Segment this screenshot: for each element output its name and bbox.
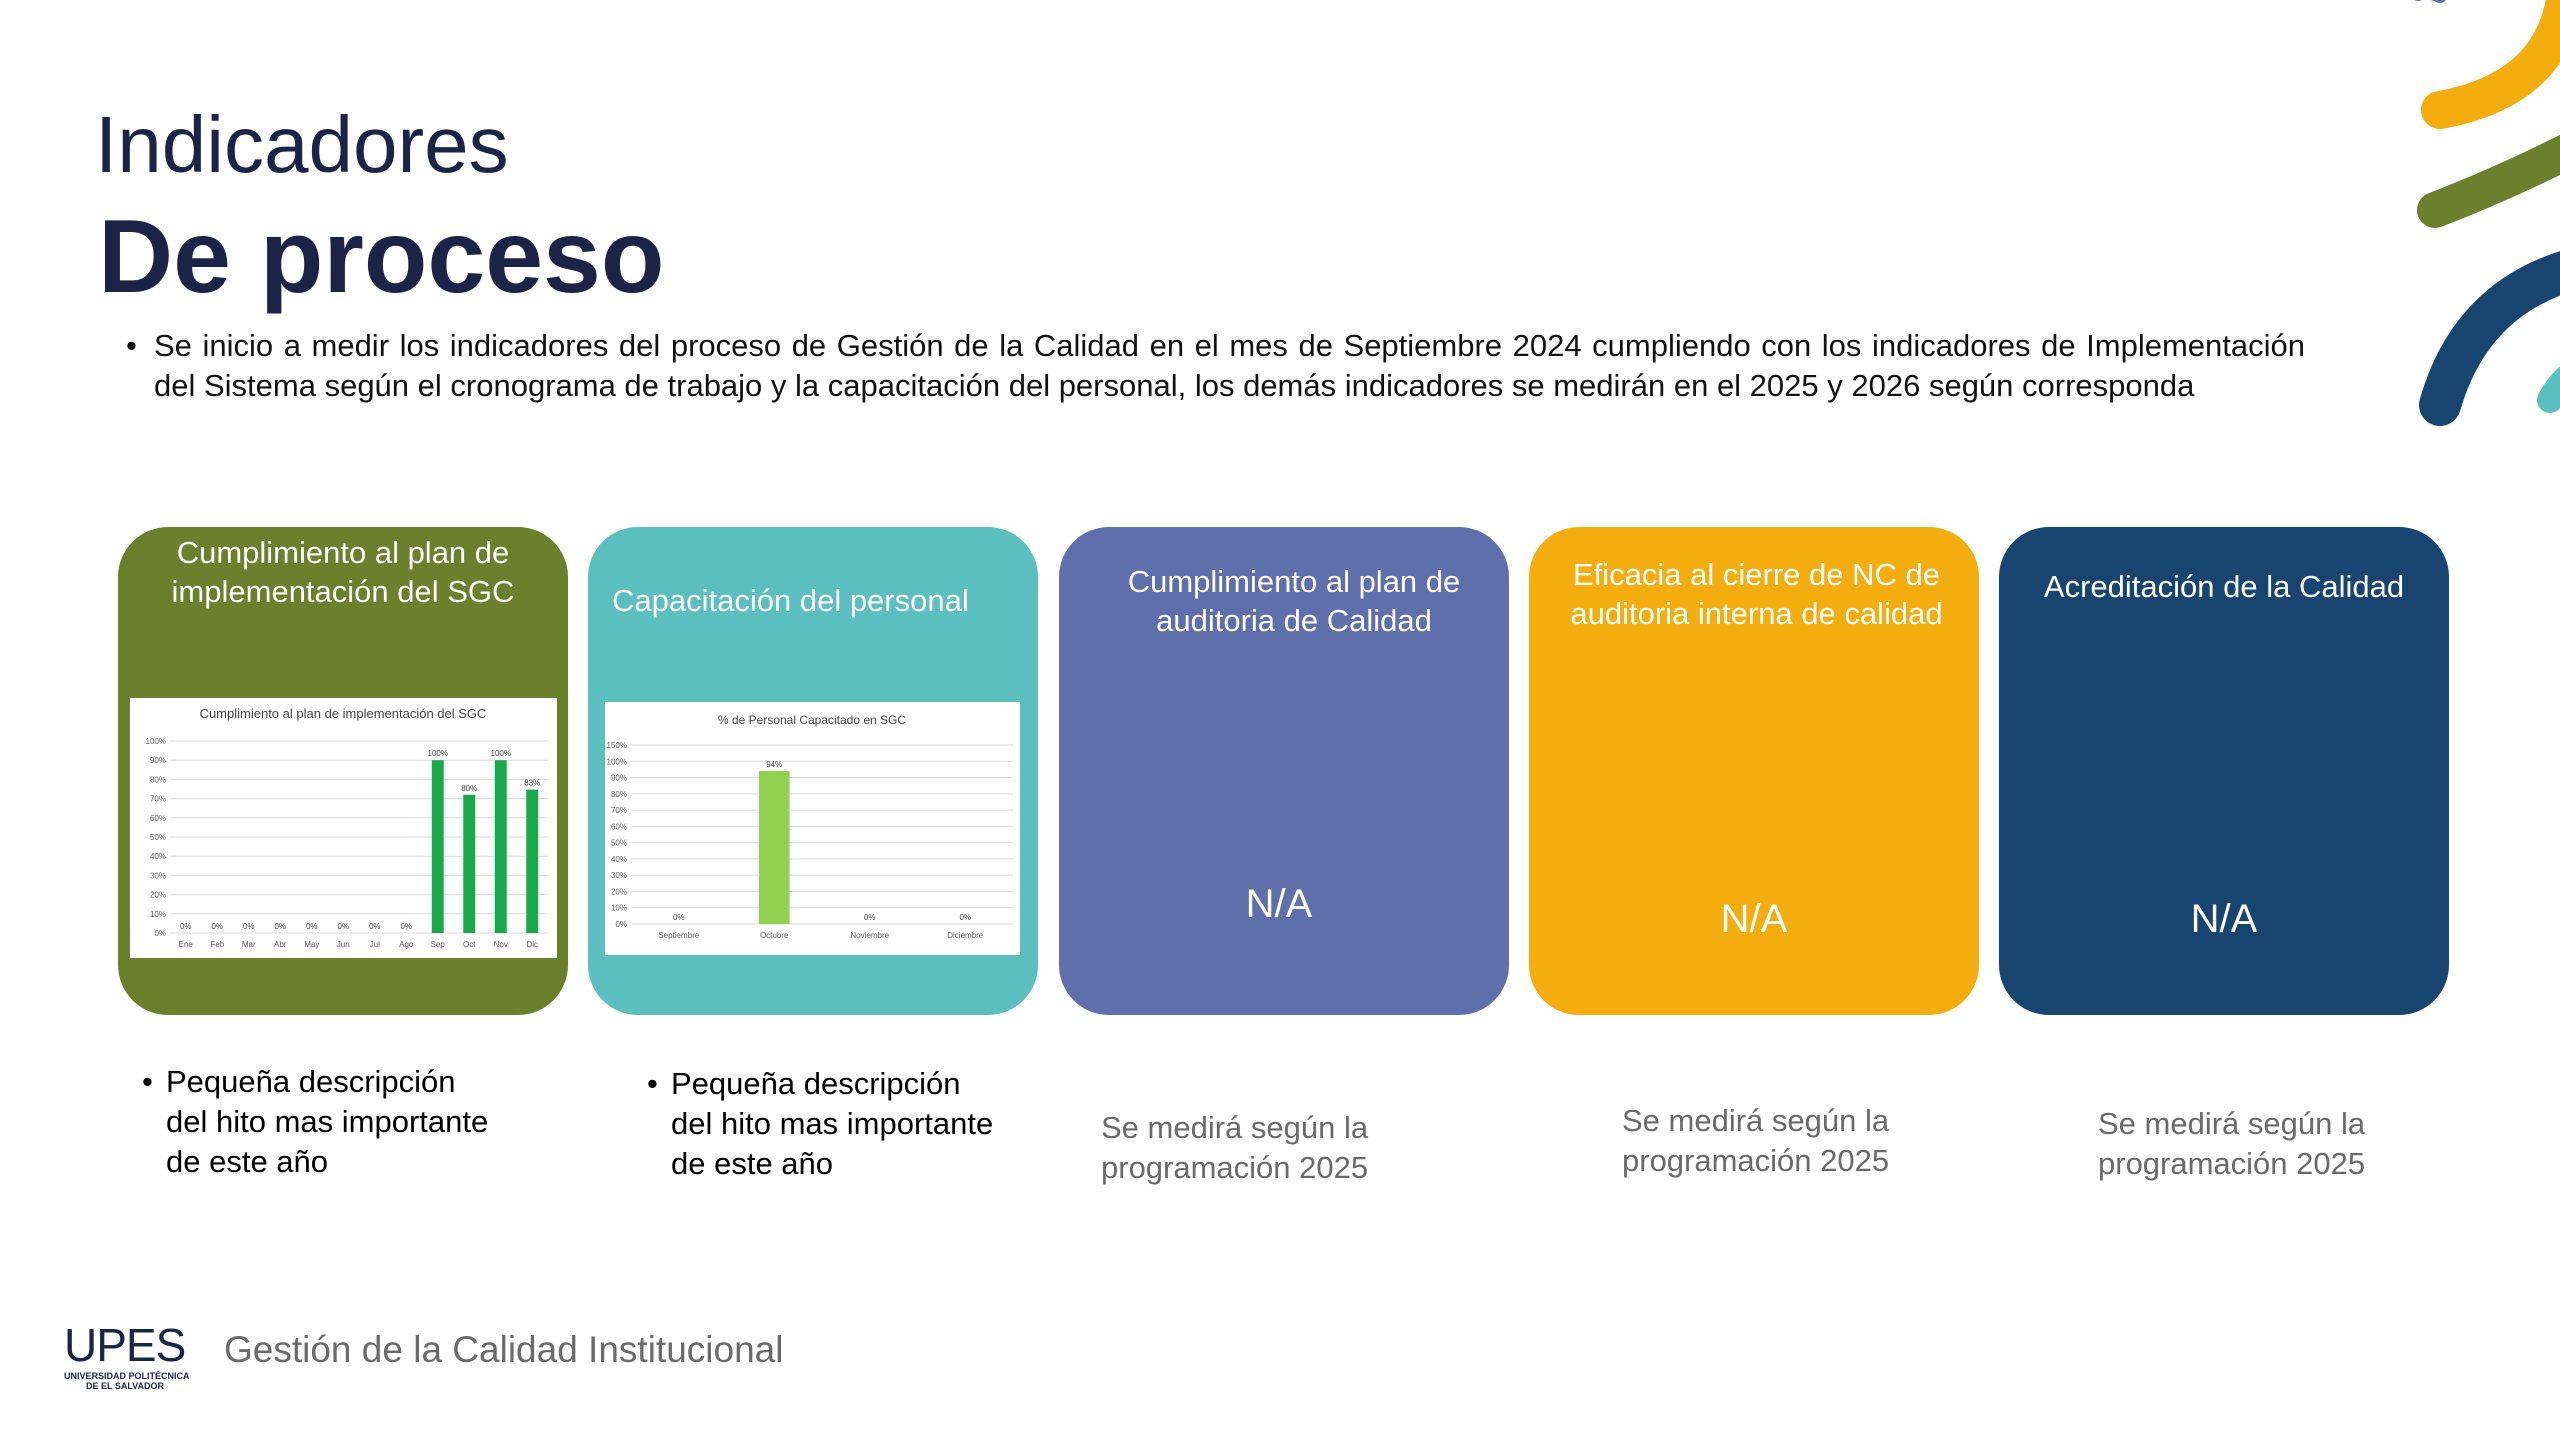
y-tick-label: 100% <box>145 737 166 746</box>
data-label: 100% <box>490 749 511 759</box>
card-eficacia-nc <box>1529 527 1979 1015</box>
y-tick-label: 50% <box>149 833 166 842</box>
y-tick-label: 10% <box>610 903 627 913</box>
y-tick-label: 0% <box>154 929 166 938</box>
y-tick-label: 50% <box>610 838 627 848</box>
y-tick-label: 20% <box>149 890 166 900</box>
na-value: N/A <box>2190 897 2258 941</box>
description-2 <box>647 1064 1001 1184</box>
chart-title: Cumplimiento al plan de implementación del SGC <box>199 706 487 721</box>
x-tick-label: Sep <box>430 940 445 949</box>
card-title: Acreditación de la Calidad <box>2043 569 2405 604</box>
card-title: Eficacia al cierre de NC de auditoria interna de calidad <box>1570 557 1943 631</box>
data-label: 0% <box>368 922 381 931</box>
y-tick-label: 70% <box>610 806 627 816</box>
y-tick-label: 10% <box>149 909 166 919</box>
x-tick-label: Abr <box>274 940 287 949</box>
chart-implementacion-svg <box>130 698 557 958</box>
bullet-icon: • <box>647 1066 658 1101</box>
chart-capacitacion-svg <box>605 702 1020 955</box>
data-label: 80% <box>461 783 478 793</box>
footer-text: Gestión de la Calidad Institucional <box>224 1329 784 1370</box>
x-tick-label: Nov <box>493 940 508 949</box>
na-value: N/A <box>1720 897 1788 941</box>
chart-implementacion <box>130 698 557 958</box>
y-tick-label: 100% <box>606 757 627 767</box>
title-line1: Indicadores <box>95 100 509 189</box>
bullet-icon: • <box>126 328 137 363</box>
x-tick-label: Noviembre <box>850 931 890 940</box>
card-title: Capacitación del personal <box>612 583 969 618</box>
card-capacitacion <box>588 527 1038 1015</box>
bar <box>432 760 444 933</box>
y-tick-label: 60% <box>149 813 166 823</box>
logo-subtitle-1: UNIVERSIDAD POLITÉCNICA <box>64 1371 190 1381</box>
y-tick-label: 90% <box>149 756 166 766</box>
y-tick-label: 20% <box>610 887 627 897</box>
x-tick-label: May <box>304 940 320 949</box>
decorative-swooshes <box>2380 0 2560 440</box>
bar <box>495 760 507 933</box>
intro-text: Se inicio a medir los indicadores del proceso de Gestión de la Calidad en el mes de Septiembre 2024 cumpliendo con los indicadores de Implementación del Sistema según el cronograma de trabajo y la capacitación del personal, los demás indicadores se medirán en el 2025 y 2026 según corresponda <box>154 328 2305 403</box>
description-3: Se medirá según la programación 2025 <box>1101 1110 1369 1185</box>
description-4: Se medirá según la programación 2025 <box>1622 1103 1890 1178</box>
y-tick-label: 0% <box>615 920 627 929</box>
data-label: 0% <box>400 922 413 931</box>
y-tick-label: 30% <box>149 871 166 881</box>
bullet-icon: • <box>142 1064 153 1099</box>
y-tick-label: 90% <box>610 773 627 783</box>
data-label: 0% <box>211 922 224 931</box>
data-label: 94% <box>766 760 783 770</box>
x-tick-label: Oct <box>463 940 476 949</box>
y-tick-label: 150% <box>606 741 627 750</box>
y-tick-label: 60% <box>610 822 627 832</box>
x-tick-label: Dic <box>526 940 539 949</box>
data-label: 0% <box>274 922 287 931</box>
na-value: N/A <box>1245 882 1313 926</box>
bar <box>759 771 790 924</box>
y-tick-label: 40% <box>149 852 166 862</box>
card-title: Cumplimiento al plan de implementación del SGC <box>171 535 515 609</box>
y-tick-label: 80% <box>610 789 627 799</box>
x-tick-label: Ene <box>178 940 193 949</box>
y-tick-label: 40% <box>610 854 627 864</box>
card-implementacion <box>118 527 568 1015</box>
title-line2: De proceso <box>98 199 665 315</box>
bar <box>526 790 538 933</box>
x-tick-label: Septiembre <box>658 931 700 940</box>
data-label: 0% <box>959 913 972 922</box>
data-label: 0% <box>337 922 350 931</box>
data-label: 0% <box>179 922 192 931</box>
logo-subtitle-2: DE EL SALVADOR <box>86 1380 165 1391</box>
x-tick-label: Feb <box>210 940 225 949</box>
data-label: 0% <box>672 913 685 922</box>
data-label: 100% <box>427 749 448 759</box>
chart-title: % de Personal Capacitado en SGC <box>717 713 907 727</box>
x-tick-label: Jul <box>369 940 380 949</box>
description-text: Pequeña descripción del hito mas importante de este año <box>671 1066 994 1181</box>
chart-capacitacion <box>605 702 1020 955</box>
card-auditoria <box>1059 527 1509 1015</box>
y-tick-label: 80% <box>149 775 166 785</box>
description-1 <box>142 1062 496 1182</box>
logo-text: UPES <box>64 1319 186 1371</box>
description-text: Pequeña descripción del hito mas importante de este año <box>166 1064 489 1179</box>
x-tick-label: Diciembre <box>947 931 984 940</box>
bar <box>463 795 475 933</box>
data-label: 0% <box>242 922 255 931</box>
x-tick-label: Ago <box>399 940 414 949</box>
card-acreditacion <box>1999 527 2449 1015</box>
description-5: Se medirá según la programación 2025 <box>2098 1106 2366 1181</box>
x-tick-label: Mar <box>241 940 256 949</box>
data-label: 0% <box>863 913 876 922</box>
x-tick-label: Jun <box>336 940 350 949</box>
data-label: 83% <box>524 778 541 788</box>
x-tick-label: Octubre <box>760 931 789 940</box>
intro-bullet <box>126 326 2305 406</box>
y-tick-label: 30% <box>610 871 627 881</box>
upes-logo <box>64 1319 190 1392</box>
y-tick-label: 70% <box>149 794 166 804</box>
data-label: 0% <box>305 922 318 931</box>
card-title: Cumplimiento al plan de auditoria de Calidad <box>1127 564 1461 638</box>
